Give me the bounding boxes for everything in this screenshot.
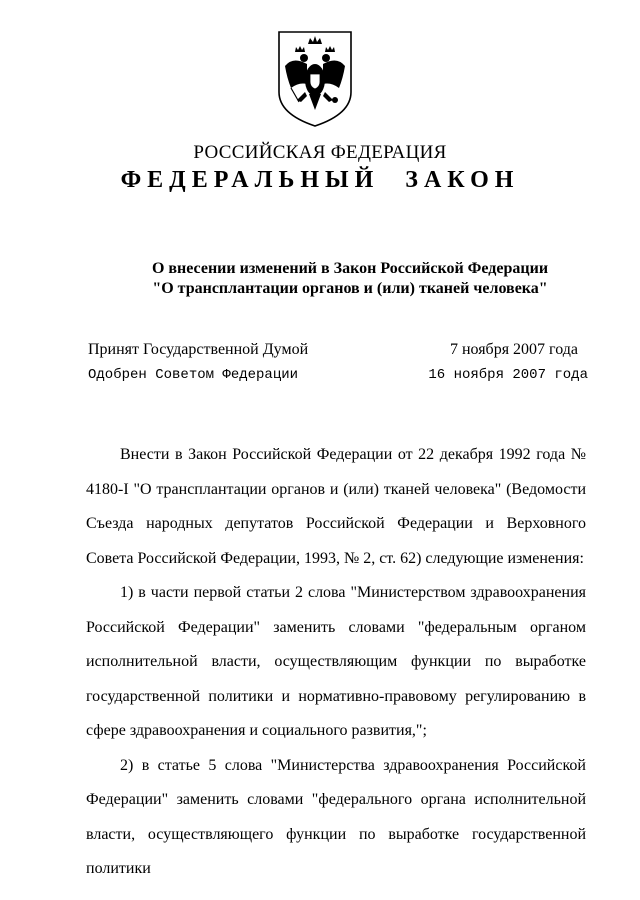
law-body — [86, 438, 586, 887]
russian-coat-of-arms-icon — [277, 30, 353, 128]
intro-paragraph: Внести в Закон Российской Федерации от 22 декабря 1992 года № 4180-I "О трансплантации органов и (или) тканей человека" (Ведомости Съезда народных депутатов Российской Федерации и Верховного Совета Российской Федерации, 1993, № 2, ст. 62) следующие изменения: — [86, 446, 586, 567]
country-name: РОССИЙСКАЯ ФЕДЕРАЦИЯ — [193, 142, 447, 163]
amendment-item-2: 2) в статье 5 слова "Министерства здравоохранения Российской Федерации" заменить словами "федерального органа исполнительной власти, осуществляющего функции по выработке государственной политики — [86, 756, 586, 877]
duma-date: 7 ноября 2007 года — [449, 341, 578, 358]
law-title — [140, 259, 560, 299]
amendment-item-1: 1) в части первой статьи 2 слова "Министерством здравоохранения Российской Федерации" заменить словами "федеральным органом исполнительной власти, осуществляющим функции по выработке государственной политики и нормативно-правовому регулированию в сфере здравоохранения и социального развития,"; — [86, 584, 586, 739]
council-date: 16 ноября 2007 года — [428, 367, 588, 383]
document-type: ФЕДЕРАЛЬНЫЙ ЗАКОН — [120, 167, 520, 193]
duma-label: Принят Государственной Думой — [88, 341, 309, 358]
council-approval-row — [88, 367, 588, 383]
law-title-line-2: "О трансплантации органов и (или) тканей человека" — [152, 280, 548, 297]
duma-adoption-row — [88, 341, 578, 359]
law-title-line-1: О внесении изменений в Закон Российской Федерации — [151, 260, 549, 277]
council-label: Одобрен Советом Федерации — [88, 367, 299, 383]
